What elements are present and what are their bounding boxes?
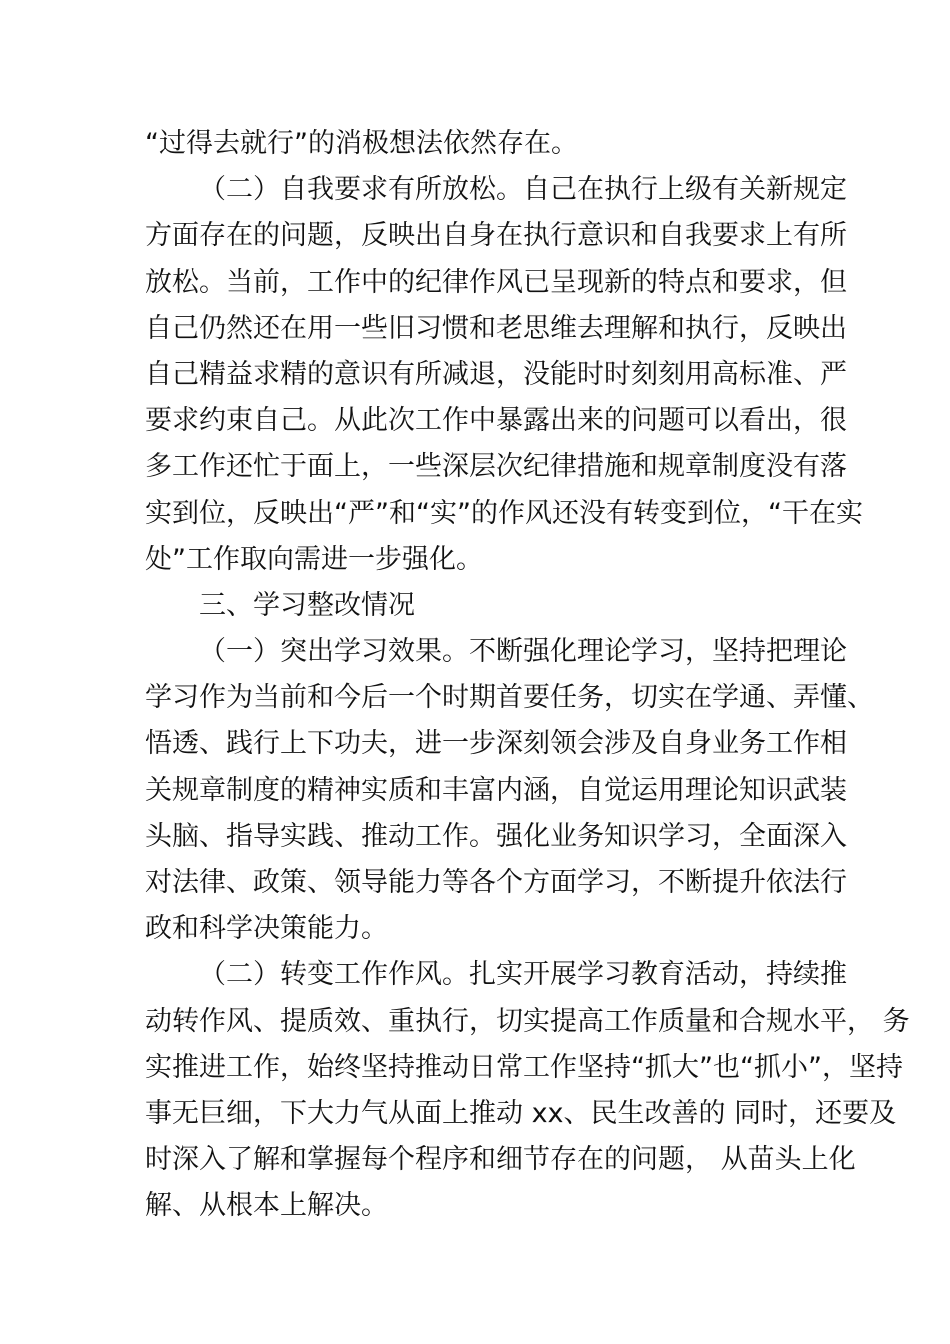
text-line: （二）转变工作作风。扎实开展学习教育活动，持续推 <box>199 959 847 991</box>
text-line: 实到位，反映出“严”和“实”的作风还没有转变到位，“干在实 <box>145 497 863 529</box>
text-line: 方面存在的问题，反映出自身在执行意识和自我要求上有所 <box>145 220 847 252</box>
text-line: 头脑、指导实践、推动工作。强化业务知识学习，全面深入 <box>145 820 847 852</box>
text-line: 政和科学决策能力。 <box>145 913 388 945</box>
text-line: 要求约束自己。从此次工作中暴露出来的问题可以看出，很 <box>145 405 847 437</box>
text-line: （一）突出学习效果。不断强化理论学习，坚持把理论 <box>199 636 847 668</box>
text-line: 事无巨细，下大力气从面上推动 xx、民生改善的 同时，还要及 <box>145 1097 897 1129</box>
text-line: 处”工作取向需进一步强化。 <box>145 543 483 575</box>
section-heading: 三、学习整改情况 <box>199 589 415 621</box>
text-line: 动转作风、提质效、重执行，切实提高工作质量和合规水平， 务 <box>145 1005 910 1037</box>
text-line: 时深入了解和掌握每个程序和细节存在的问题， 从苗头上化 <box>145 1144 856 1176</box>
text-line: 自己精益求精的意识有所减退，没能时时刻刻用高标准、严 <box>145 358 847 390</box>
text-line: 自己仍然还在用一些旧习惯和老思维去理解和执行，反映出 <box>145 312 847 344</box>
text-line: “过得去就行”的消极想法依然存在。 <box>145 128 578 159</box>
document-body <box>145 121 910 1230</box>
text-line: 悟透、践行上下功夫，进一步深刻领会涉及自身业务工作相 <box>145 728 847 760</box>
text-line: （二）自我要求有所放松。自己在执行上级有关新规定 <box>199 174 847 206</box>
text-line: 关规章制度的精神实质和丰富内涵，自觉运用理论知识武装 <box>145 774 847 806</box>
text-line: 对法律、政策、领导能力等各个方面学习，不断提升依法行 <box>145 867 847 898</box>
text-line: 实推进工作，始终坚持推动日常工作坚持“抓大”也“抓小”，坚持 <box>145 1051 903 1083</box>
text-line: 学习作为当前和今后一个时期首要任务，切实在学通、弄懂、 <box>145 682 874 714</box>
text-line: 多工作还忙于面上，一些深层次纪律措施和规章制度没有落 <box>145 451 847 483</box>
text-line: 放松。当前，工作中的纪律作风已呈现新的特点和要求，但 <box>145 266 847 298</box>
text-line: 解、从根本上解决。 <box>145 1190 388 1222</box>
